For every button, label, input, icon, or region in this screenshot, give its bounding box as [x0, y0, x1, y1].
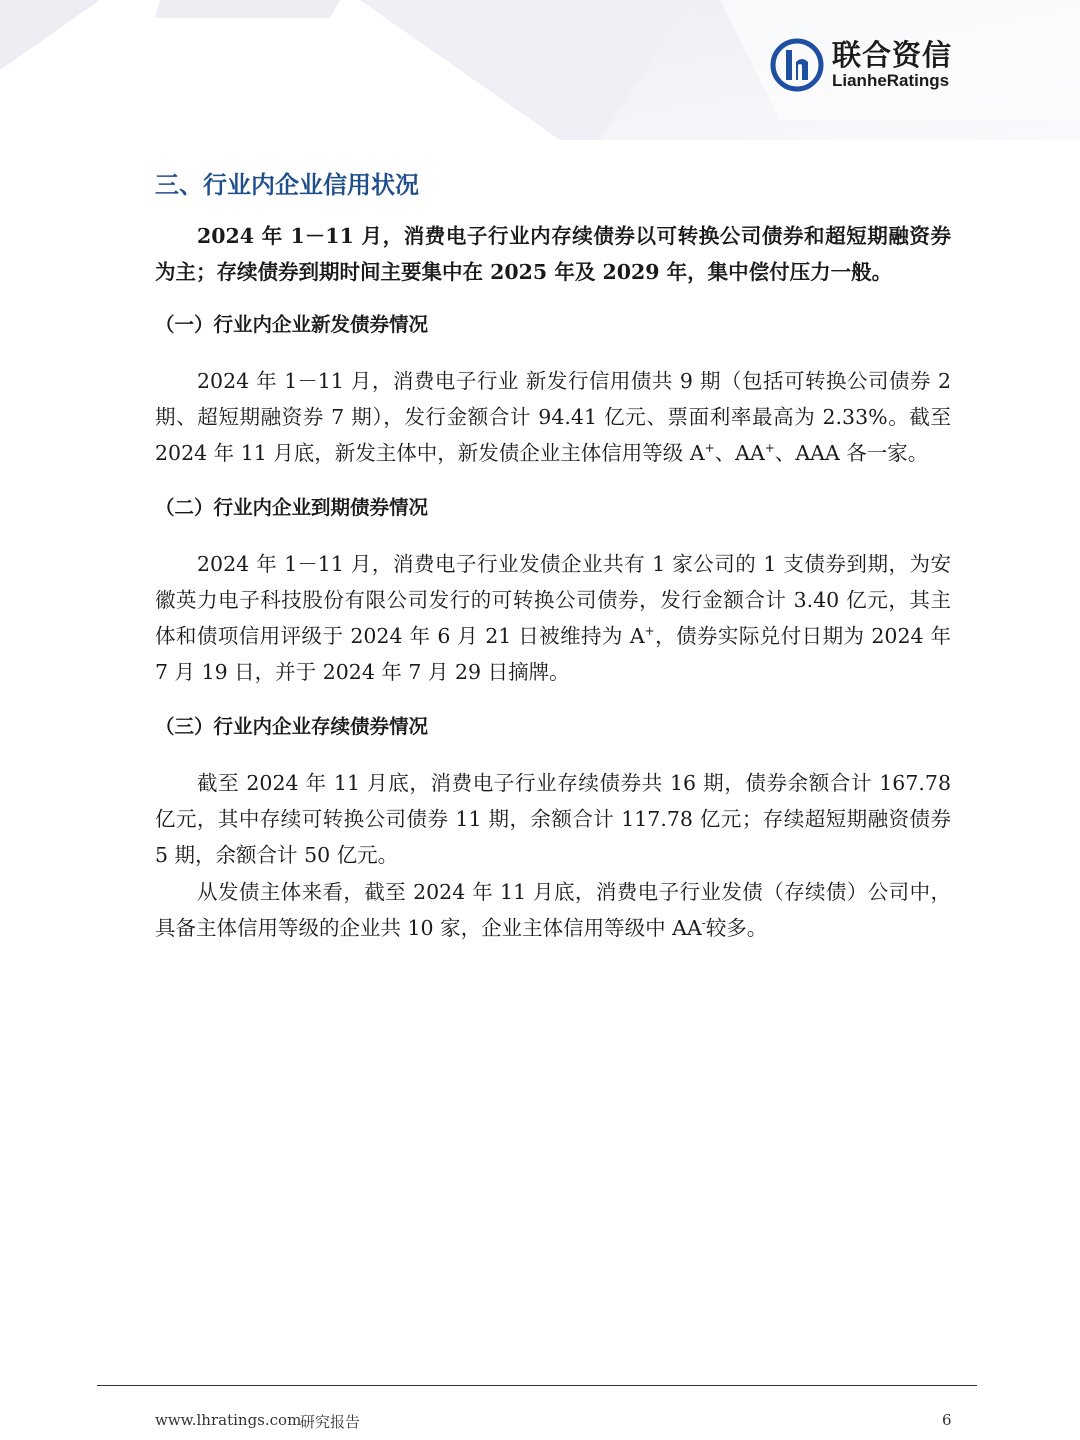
paragraph-outstanding-bonds: 截至 2024 年 11 月底，消费电子行业存续债券共 16 期，债券余额合计 167.78 亿元，其中存续可转换公司债券 11 期，余额合计 117.78 亿元；存续超短期融资债券 5 期，余额合计 50 亿元。	[155, 771, 951, 867]
paragraph-maturing-bonds	[155, 546, 951, 690]
superscript-plus: +	[704, 441, 715, 456]
section-summary: 2024 年 1－11 月，消费电子行业内存续债券以可转换公司债券和超短期融资券为主；存续债券到期时间主要集中在 2025 年及 2029 年，集中偿付压力一般。	[155, 224, 951, 284]
paragraph-issuers	[155, 874, 951, 946]
logo-chinese-name: 联合资信	[832, 38, 953, 72]
paragraph-maturing-bonds-tail: ，债券实际兑付日期为 2024 年 7 月 19 日，并于 2024 年 7 月 29 日摘牌。	[155, 624, 952, 684]
superscript-plus: +	[764, 441, 775, 456]
paragraph-new-bonds-sep2: 、AAA 各一家。	[774, 441, 929, 465]
paragraph-maturing-bonds-text: 2024 年 1－11 月，消费电子行业发债企业共有 1 家公司的 1 支债券到期，为安徽英力电子科技股份有限公司发行的可转换公司债券，发行金额合计 3.40 亿元，其主体和债项信用评级于 2024 年 6 月 21 日被维持为 A	[155, 552, 951, 648]
paragraph-new-bonds-sep1: 、AA	[714, 441, 765, 465]
brand-logo	[770, 38, 952, 92]
footer-report-label: 研究报告	[300, 1413, 361, 1431]
footer-website-link[interactable]: www.lhratings.com	[155, 1411, 302, 1429]
subsection-title-outstanding-bonds: （三）行业内企业存续债券情况	[155, 715, 429, 738]
subsection-title-maturing-bonds: （二）行业内企业到期债券情况	[155, 496, 429, 519]
lianhe-logo-icon	[770, 38, 824, 92]
page-number: 6	[942, 1411, 952, 1429]
logo-english-name: LianheRatings	[832, 71, 950, 90]
superscript-minus: -	[701, 916, 706, 931]
paragraph-issuers-tail: 较多。	[705, 916, 768, 940]
paragraph-issuers-text: 从发债主体来看，截至 2024 年 11 月底，消费电子行业发债（存续债）公司中，具备主体信用等级的企业共 10 家，企业主体信用等级中 AA	[155, 880, 951, 940]
paragraph-new-bonds	[155, 363, 951, 471]
superscript-plus: +	[644, 624, 655, 639]
paragraph-new-bonds-text: 2024 年 1－11 月，消费电子行业 新发行信用债共 9 期（包括可转换公司债券 2 期、超短期融资券 7 期），发行金额合计 94.41 亿元、票面利率最高为 2.33%。截至 2024 年 11 月底，新发主体中，新发债企业主体信用等级 A	[155, 369, 951, 465]
section-title: 三、行业内企业信用状况	[155, 171, 419, 199]
footer-divider	[97, 1385, 977, 1386]
subsection-title-new-bonds: （一）行业内企业新发债券情况	[155, 313, 429, 336]
